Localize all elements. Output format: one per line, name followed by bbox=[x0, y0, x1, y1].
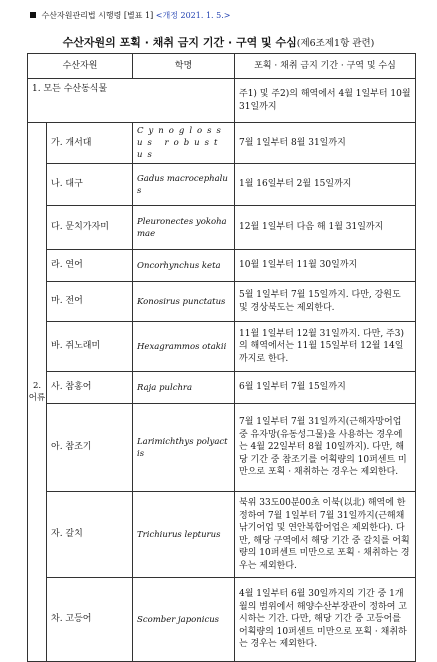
table-row bbox=[28, 372, 416, 404]
fish-name: 사. 참홍어 bbox=[47, 372, 133, 404]
square-bullet-icon bbox=[30, 12, 36, 18]
ban-period: 북위 33도00분00초 이북(以北) 해역에 한정하여 7월 1일부터 7월 31일까지(근해채낚기어업 및 연안복합어업은 제외한다). 다만, 해당 구역에서 해당 기간 중 갈치를 어획량의 10퍼센트 미만으로 포획 · 채취하는 경우는 제외한다. bbox=[235, 492, 416, 578]
fish-name: 마. 전어 bbox=[47, 282, 133, 322]
scientific-name: Scomber japonicus bbox=[133, 578, 235, 662]
ban-period: 12월 1일부터 다음 해 1월 31일까지 bbox=[235, 206, 416, 250]
scientific-name: Cynoglossus robustus bbox=[133, 123, 235, 164]
table-row bbox=[28, 206, 416, 250]
scientific-name: Pleuronectes yokohamae bbox=[133, 206, 235, 250]
row1-name: 1. 모든 수산동식물 bbox=[28, 79, 235, 123]
fish-name: 차. 고등어 bbox=[47, 578, 133, 662]
table-row bbox=[28, 123, 416, 164]
fish-name: 바. 쥐노래미 bbox=[47, 322, 133, 372]
scientific-name: Konosirus punctatus bbox=[133, 282, 235, 322]
column-header-resource: 수산자원 bbox=[28, 54, 133, 79]
fish-name: 아. 참조기 bbox=[47, 404, 133, 492]
scientific-name: Gadus macrocephalus bbox=[133, 164, 235, 206]
ban-period: 7월 1일부터 7월 31일까지(근해자망어업 중 유자망(유동성그물)을 사용하는 경우에는 4월 22일부터 8월 10일까지). 다만, 해당 기간 중 참조기를 어획량의 10퍼센트 미만으로 포획 · 채취하는 경우는 제외한다. bbox=[235, 404, 416, 492]
ban-period: 4월 1일부터 6월 30일까지의 기간 중 1개월의 범위에서 해양수산부장관이 정하여 고시하는 기간. 다만, 해당 기간 중 고등어를 어획량의 10퍼센트 미만으로 포획 · 채취하는 경우는 제외한다. bbox=[235, 578, 416, 662]
column-header-period: 포획 · 채취 금지 기간 · 구역 및 수심 bbox=[235, 54, 416, 79]
law-reference: 수산자원관리법 시행령 [별표 1] bbox=[41, 11, 154, 20]
prohibition-table bbox=[27, 53, 416, 662]
table-row bbox=[28, 322, 416, 372]
row1-period: 주1) 및 주2)의 해역에서 4월 1일부터 10월 31일까지 bbox=[235, 79, 416, 123]
table-row bbox=[28, 282, 416, 322]
table-row bbox=[28, 79, 416, 123]
document-header bbox=[30, 10, 230, 21]
ban-period: 1월 16일부터 2월 15일까지 bbox=[235, 164, 416, 206]
table-row bbox=[28, 164, 416, 206]
table-row bbox=[28, 578, 416, 662]
fish-name: 나. 대구 bbox=[47, 164, 133, 206]
ban-period: 11월 1일부터 12월 31일까지. 다만, 주3)의 해역에서는 11월 15일부터 12월 14일까지로 한다. bbox=[235, 322, 416, 372]
fish-name: 라. 연어 bbox=[47, 250, 133, 282]
fish-name: 가. 개서대 bbox=[47, 123, 133, 164]
ban-period: 5월 1일부터 7월 15일까지. 다만, 강원도 및 경상북도는 제외한다. bbox=[235, 282, 416, 322]
table-row bbox=[28, 250, 416, 282]
column-header-scientific-name: 학명 bbox=[133, 54, 235, 79]
table-header-row bbox=[28, 54, 416, 79]
ban-period: 6월 1일부터 7월 15일까지 bbox=[235, 372, 416, 404]
scientific-name: Hexagrammos otakii bbox=[133, 322, 235, 372]
scientific-name: Raja pulchra bbox=[133, 372, 235, 404]
table-row bbox=[28, 404, 416, 492]
scientific-name: Larimichthys polyactis bbox=[133, 404, 235, 492]
ban-period: 7월 1일부터 8월 31일까지 bbox=[235, 123, 416, 164]
scientific-name: Oncorhynchus keta bbox=[133, 250, 235, 282]
amendment-date: <개정 2021. 1. 5.> bbox=[155, 11, 231, 20]
title-main: 수산자원의 포획 · 채취 금지 기간 · 구역 및 수심 bbox=[62, 36, 297, 49]
table-row bbox=[28, 492, 416, 578]
ban-period: 10월 1일부터 11월 30일까지 bbox=[235, 250, 416, 282]
scientific-name: Trichiurus lepturus bbox=[133, 492, 235, 578]
group-label-fish: 2. 어류 bbox=[28, 123, 47, 662]
fish-name: 자. 갈치 bbox=[47, 492, 133, 578]
page-title bbox=[0, 31, 437, 50]
title-reference: (제6조제1항 관련) bbox=[296, 38, 375, 49]
fish-name: 다. 문치가자미 bbox=[47, 206, 133, 250]
